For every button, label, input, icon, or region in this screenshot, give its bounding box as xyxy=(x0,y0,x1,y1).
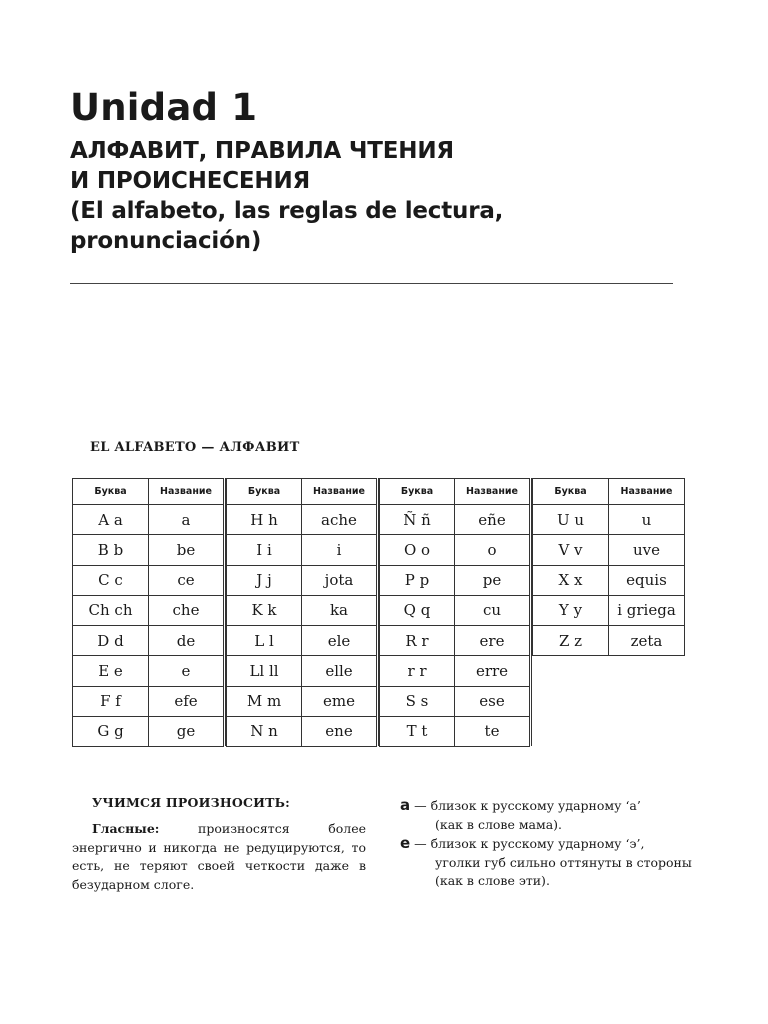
letter-cell: L l xyxy=(226,625,302,656)
letter-cell: T t xyxy=(379,716,455,747)
column-header-name: Название xyxy=(454,478,530,505)
letter-name-cell: ese xyxy=(454,686,530,717)
vowels-label: Гласные: xyxy=(92,821,160,836)
rule-e-line2: уголки губ сильно оттянуты в стороны (как в слове эти). xyxy=(435,854,692,888)
letter-cell: G g xyxy=(72,716,149,747)
letter-name-cell: eñe xyxy=(454,504,530,535)
unit-title: Unidad 1 xyxy=(70,86,258,129)
vowels-text: произносятся более энергично и никогда не редуцируются, то есть, не теряют своей четкости даже в безударном слоге. xyxy=(72,821,366,892)
letter-cell: V v xyxy=(532,534,609,565)
unit-header xyxy=(70,86,680,256)
column-header-name: Название xyxy=(608,478,685,505)
rule-a-line2: (как в слове мама). xyxy=(435,816,563,832)
letter-name-cell: ele xyxy=(301,625,377,656)
letter-cell: Z z xyxy=(532,625,609,656)
letter-cell: r r xyxy=(379,655,455,686)
letter-cell: U u xyxy=(532,504,609,535)
letter-name-cell: cu xyxy=(454,595,530,626)
column-header-letter: Буква xyxy=(72,478,149,505)
letter-cell: Q q xyxy=(379,595,455,626)
letter-cell: F f xyxy=(72,686,149,717)
letter-name-cell: efe xyxy=(148,686,224,717)
letter-cell: B b xyxy=(72,534,149,565)
rule-e-line1: — близок к русскому ударному ‘э’, xyxy=(410,836,645,851)
letter-name-cell: eme xyxy=(301,686,377,717)
letter-cell: Ñ ñ xyxy=(379,504,455,535)
pronunciation-heading: УЧИМСЯ ПРОИЗНОСИТЬ: xyxy=(92,795,290,810)
letter-cell: K k xyxy=(226,595,302,626)
letter-name-cell: erre xyxy=(454,655,530,686)
letter-cell: J j xyxy=(226,565,302,596)
letter-cell: O o xyxy=(379,534,455,565)
letter-name-cell: jota xyxy=(301,565,377,596)
letter-cell: N n xyxy=(226,716,302,747)
rule-a-letter: a xyxy=(400,796,411,814)
letter-name-cell: uve xyxy=(608,534,685,565)
letter-name-cell: i xyxy=(301,534,377,565)
subtitle-es-line2: pronunciación) xyxy=(70,228,262,254)
letter-name-cell: pe xyxy=(454,565,530,596)
alphabet-heading: EL ALFABETO — АЛФАВИТ xyxy=(90,440,300,455)
column-header-letter: Буква xyxy=(532,478,609,505)
letter-cell: Ll ll xyxy=(226,655,302,686)
subtitle-es-line1: (El alfabeto, las reglas de lectura, xyxy=(70,198,504,224)
letter-name-cell: i griega xyxy=(608,595,685,626)
alphabet-table xyxy=(72,478,675,746)
letter-cell: P p xyxy=(379,565,455,596)
letter-name-cell: ge xyxy=(148,716,224,747)
letter-name-cell: ene xyxy=(301,716,377,747)
column-header-name: Название xyxy=(301,478,377,505)
letter-name-cell: equis xyxy=(608,565,685,596)
letter-cell: D d xyxy=(72,625,149,656)
vowels-paragraph xyxy=(72,820,366,894)
letter-name-cell: de xyxy=(148,625,224,656)
letter-cell: E e xyxy=(72,655,149,686)
letter-name-cell: elle xyxy=(301,655,377,686)
letter-name-cell: te xyxy=(454,716,530,747)
letter-name-cell: be xyxy=(148,534,224,565)
letter-cell: S s xyxy=(379,686,455,717)
column-header-letter: Буква xyxy=(226,478,302,505)
rule-a-line1: — близок к русскому ударному ‘а’ xyxy=(410,798,641,813)
letter-name-cell: u xyxy=(608,504,685,535)
letter-name-cell: zeta xyxy=(608,625,685,656)
subtitle-ru-line2: И ПРОИСНЕСЕНИЯ xyxy=(70,168,311,194)
letter-cell: M m xyxy=(226,686,302,717)
header-divider xyxy=(70,283,673,284)
letter-cell: R r xyxy=(379,625,455,656)
letter-cell: H h xyxy=(226,504,302,535)
letter-cell: Ch ch xyxy=(72,595,149,626)
rule-e xyxy=(400,834,700,891)
letter-name-cell: ka xyxy=(301,595,377,626)
subtitle-ru-line1: АЛФАВИТ, ПРАВИЛА ЧТЕНИЯ xyxy=(70,138,454,164)
letter-cell: I i xyxy=(226,534,302,565)
column-header-name: Название xyxy=(148,478,224,505)
column-header-letter: Буква xyxy=(379,478,455,505)
letter-name-cell: e xyxy=(148,655,224,686)
letter-name-cell: che xyxy=(148,595,224,626)
letter-name-cell: a xyxy=(148,504,224,535)
letter-cell: C c xyxy=(72,565,149,596)
letter-name-cell: ce xyxy=(148,565,224,596)
rule-a xyxy=(400,796,700,834)
letter-cell: X x xyxy=(532,565,609,596)
letter-name-cell: ere xyxy=(454,625,530,656)
letter-cell: Y y xyxy=(532,595,609,626)
letter-name-cell: o xyxy=(454,534,530,565)
rule-e-letter: e xyxy=(400,834,411,852)
letter-name-cell: ache xyxy=(301,504,377,535)
letter-cell: A a xyxy=(72,504,149,535)
